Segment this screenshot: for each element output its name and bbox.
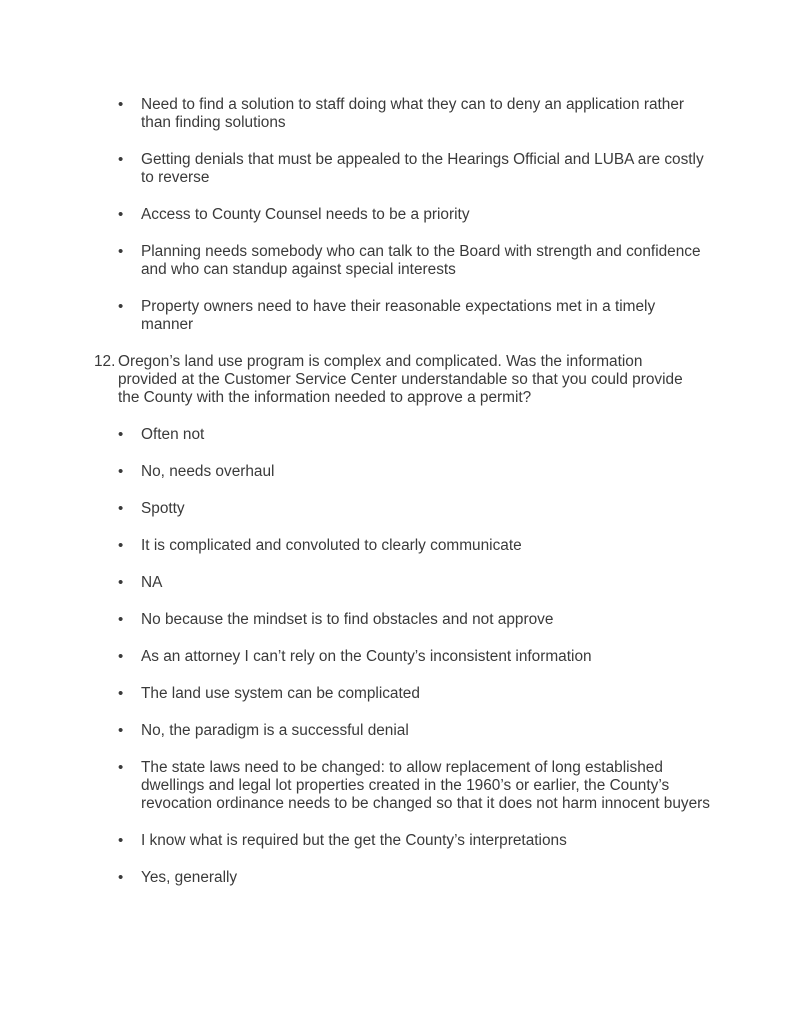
list-item: [0, 574, 800, 592]
list-item: [0, 243, 800, 279]
answer-text: I know what is required but the get the County’s interpretations: [141, 832, 567, 849]
answer-text: No, needs overhaul: [141, 463, 275, 480]
bullet-icon: •: [118, 611, 124, 628]
answer-text: No because the mindset is to find obstacles and not approve: [141, 611, 554, 628]
answer-text: Yes, generally: [141, 869, 238, 886]
list-item: [0, 722, 800, 740]
answer-text: Often not: [141, 426, 205, 443]
bullet-text: Property owners need to have their reasonable expectations met in a timely manner: [141, 298, 656, 333]
bullet-icon: •: [118, 206, 124, 223]
list-item: [0, 648, 800, 666]
question-number: 12.: [94, 353, 116, 370]
list-item: [0, 426, 800, 444]
question-text: Oregon’s land use program is complex and complicated. Was the information provided at the Customer Service Center understandable so that you could provide the County with the information needed to approve a permit?: [118, 353, 683, 406]
list-item: [0, 96, 800, 132]
answer-text: The state laws need to be changed: to allow replacement of long established dwellings and legal lot properties created in the 1960’s or earlier, the County’s revocation ordinance needs to be changed so that it does not harm innocent buyers: [141, 759, 710, 812]
bullet-text: Need to find a solution to staff doing what they can to deny an application rather than finding solutions: [141, 96, 685, 131]
bullet-icon: •: [118, 500, 124, 517]
list-item: [0, 759, 800, 813]
list-item: [0, 463, 800, 481]
list-item: [0, 151, 800, 187]
bullet-text: Planning needs somebody who can talk to the Board with strength and confidence and who can standup against special interests: [141, 243, 701, 278]
bullet-icon: •: [118, 574, 124, 591]
bullet-icon: •: [118, 298, 124, 315]
bullet-icon: •: [118, 243, 124, 260]
answer-text: As an attorney I can’t rely on the County’s inconsistent information: [141, 648, 592, 665]
list-item: [0, 298, 800, 334]
answer-text: The land use system can be complicated: [141, 685, 420, 702]
bullet-icon: •: [118, 151, 124, 168]
bullet-icon: •: [118, 759, 124, 776]
bullet-text: Getting denials that must be appealed to the Hearings Official and LUBA are costly to reverse: [141, 151, 704, 186]
bullet-icon: •: [118, 722, 124, 739]
list-item: [0, 537, 800, 555]
bullet-icon: •: [118, 463, 124, 480]
list-item: [0, 206, 800, 224]
bullet-text: Access to County Counsel needs to be a priority: [141, 206, 470, 223]
bullet-icon: •: [118, 832, 124, 849]
list-item: [0, 500, 800, 518]
answer-text: NA: [141, 574, 163, 591]
bullet-icon: •: [118, 685, 124, 702]
bullet-icon: •: [118, 537, 124, 554]
bullet-icon: •: [118, 869, 124, 886]
answers-bullet-list: [0, 426, 800, 887]
bullet-icon: •: [118, 648, 124, 665]
list-item: [0, 869, 800, 887]
list-item: [0, 832, 800, 850]
list-item: [0, 611, 800, 629]
bullet-icon: •: [118, 426, 124, 443]
answer-text: It is complicated and convoluted to clearly communicate: [141, 537, 522, 554]
bullet-icon: •: [118, 96, 124, 113]
answer-text: No, the paradigm is a successful denial: [141, 722, 409, 739]
answer-text: Spotty: [141, 500, 185, 517]
list-item: [0, 685, 800, 703]
comments-bullet-list: [0, 96, 800, 334]
question-12: [0, 353, 800, 407]
